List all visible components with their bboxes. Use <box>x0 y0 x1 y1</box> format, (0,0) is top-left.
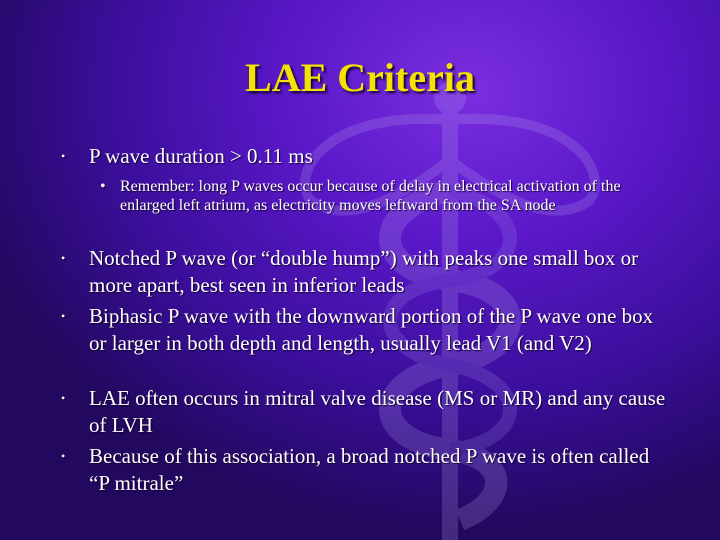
bullet-biphasic-p-wave <box>61 303 669 357</box>
bullet-dot-icon: • <box>61 251 66 265</box>
bullet-p-wave-duration <box>61 143 669 170</box>
bullet-dot-icon: • <box>61 309 66 323</box>
bullet-dot-icon: • <box>61 391 66 405</box>
sub-bullet-remember <box>100 177 665 215</box>
bullet-text: LAE often occurs in mitral valve disease (MS or MR) and any cause of LVH <box>89 386 666 437</box>
bullet-text: Notched P wave (or “double hump”) with peaks one small box or more apart, best seen in inferior leads <box>89 246 639 297</box>
bullet-text: P wave duration > 0.11 ms <box>89 144 313 168</box>
bullet-dot-icon: • <box>61 449 66 463</box>
bullet-text: Because of this association, a broad notched P wave is often called “P mitrale” <box>89 444 650 495</box>
bullet-lae-mitral <box>61 385 669 439</box>
bullet-text: Remember: long P waves occur because of delay in electrical activation of the enlarged left atrium, as electricity moves leftward from the SA node <box>120 178 621 214</box>
slide-title: LAE Criteria <box>245 55 475 100</box>
bullet-text: Biphasic P wave with the downward portion of the P wave one box or larger in both depth and length, usually lead V1 (and V2) <box>89 304 654 355</box>
bullet-notched-p-wave <box>61 245 669 299</box>
bullet-p-mitrale <box>61 443 669 497</box>
bullet-dot-icon: • <box>61 149 66 163</box>
bullet-dot-icon: • <box>100 178 106 195</box>
